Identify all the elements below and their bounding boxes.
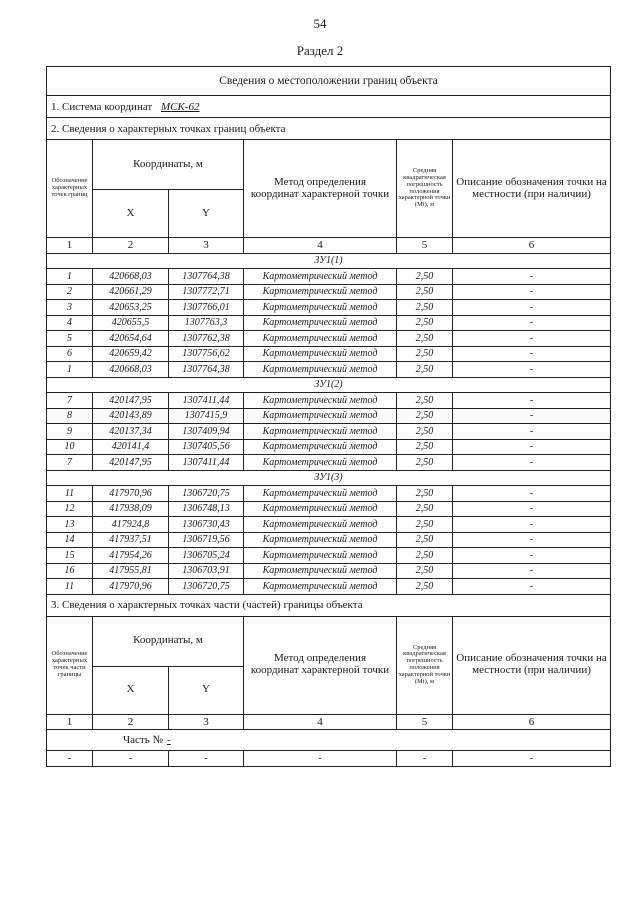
group-row <box>47 377 611 393</box>
y-value: 1307766,01 <box>169 300 244 316</box>
point-number: 5 <box>47 331 93 347</box>
x-value: 417937,51 <box>93 532 169 548</box>
accuracy-value: 2,50 <box>397 315 453 331</box>
x-header: X <box>93 666 169 714</box>
column-number: 5 <box>397 714 453 730</box>
description-value: - <box>453 455 611 471</box>
coord-system-value: МСК-62 <box>160 100 200 113</box>
accuracy-value: 2,50 <box>397 517 453 533</box>
y-value: 1307415,9 <box>169 408 244 424</box>
y-value: 1307764,38 <box>169 269 244 285</box>
y-header: Y <box>169 666 244 714</box>
part-cell: - <box>244 751 397 767</box>
y-value: 1306730,43 <box>169 517 244 533</box>
part-cell: - <box>169 751 244 767</box>
method-value: Картометрический метод <box>244 393 397 409</box>
x-value: 420659,42 <box>93 346 169 362</box>
table-row <box>47 439 611 455</box>
point-number: 2 <box>47 284 93 300</box>
part-label: Часть № <box>123 734 163 746</box>
accuracy-header: Средняя квадратическая погрешность положения характерной точки (Mt), м <box>397 616 453 714</box>
table-title: Сведения о местоположении границ объекта <box>47 67 611 96</box>
accuracy-value: 2,50 <box>397 579 453 595</box>
x-value: 420147,95 <box>93 393 169 409</box>
table-row <box>47 269 611 285</box>
column-numbers-row-parts <box>47 714 611 730</box>
column-number: 4 <box>244 238 397 254</box>
point-number: 1 <box>47 362 93 378</box>
method-value: Картометрический метод <box>244 486 397 502</box>
description-value: - <box>453 439 611 455</box>
accuracy-value: 2,50 <box>397 300 453 316</box>
point-number: 16 <box>47 563 93 579</box>
column-number: 1 <box>47 238 93 254</box>
description-value: - <box>453 362 611 378</box>
table-row <box>47 284 611 300</box>
x-value: 420668,03 <box>93 362 169 378</box>
table-row <box>47 501 611 517</box>
accuracy-value: 2,50 <box>397 455 453 471</box>
x-value: 420141,4 <box>93 439 169 455</box>
point-number: 8 <box>47 408 93 424</box>
method-value: Картометрический метод <box>244 424 397 440</box>
column-number: 2 <box>93 238 169 254</box>
table-row <box>47 424 611 440</box>
part-cell: - <box>397 751 453 767</box>
points-section-label: 2. Сведения о характерных точках границ объекта <box>47 118 611 140</box>
y-value: 1307772,71 <box>169 284 244 300</box>
point-number: 7 <box>47 393 93 409</box>
accuracy-value: 2,50 <box>397 532 453 548</box>
description-value: - <box>453 579 611 595</box>
method-value: Картометрический метод <box>244 501 397 517</box>
part-value: - <box>166 734 171 746</box>
method-value: Картометрический метод <box>244 331 397 347</box>
description-value: - <box>453 393 611 409</box>
part-number-cell <box>47 730 611 751</box>
accuracy-value: 2,50 <box>397 439 453 455</box>
y-value: 1307763,3 <box>169 315 244 331</box>
method-value: Картометрический метод <box>244 517 397 533</box>
coordinates-header: Координаты, м <box>93 616 244 666</box>
table-row <box>47 548 611 564</box>
table-row <box>47 532 611 548</box>
y-value: 1307756,62 <box>169 346 244 362</box>
table-row <box>47 486 611 502</box>
y-value: 1307405,56 <box>169 439 244 455</box>
y-value: 1307411,44 <box>169 455 244 471</box>
x-header: X <box>93 190 169 238</box>
method-value: Картометрический метод <box>244 532 397 548</box>
description-value: - <box>453 548 611 564</box>
part-cell: - <box>93 751 169 767</box>
y-value: 1307411,44 <box>169 393 244 409</box>
column-number: 3 <box>169 714 244 730</box>
point-number: 9 <box>47 424 93 440</box>
accuracy-value: 2,50 <box>397 501 453 517</box>
accuracy-value: 2,50 <box>397 346 453 362</box>
point-number: 10 <box>47 439 93 455</box>
point-number: 7 <box>47 455 93 471</box>
point-number: 11 <box>47 486 93 502</box>
x-value: 420661,29 <box>93 284 169 300</box>
table-row <box>47 517 611 533</box>
group-row <box>47 253 611 269</box>
point-number: 11 <box>47 579 93 595</box>
method-value: Картометрический метод <box>244 439 397 455</box>
group-row <box>47 470 611 486</box>
column-number: 2 <box>93 714 169 730</box>
x-value: 417970,96 <box>93 486 169 502</box>
description-value: - <box>453 424 611 440</box>
x-value: 420668,03 <box>93 269 169 285</box>
table-row <box>47 300 611 316</box>
point-number: 4 <box>47 315 93 331</box>
x-value: 420655,5 <box>93 315 169 331</box>
method-value: Картометрический метод <box>244 563 397 579</box>
accuracy-value: 2,50 <box>397 269 453 285</box>
point-designation-header: Обозначение характерных точек части границы <box>47 616 93 714</box>
column-number: 6 <box>453 714 611 730</box>
header-row-points <box>47 140 611 190</box>
description-value: - <box>453 501 611 517</box>
y-value: 1306703,91 <box>169 563 244 579</box>
description-value: - <box>453 269 611 285</box>
column-number: 6 <box>453 238 611 254</box>
column-numbers-row-points <box>47 238 611 254</box>
coordinates-header: Координаты, м <box>93 140 244 190</box>
x-value: 420137,34 <box>93 424 169 440</box>
table-row <box>47 393 611 409</box>
y-value: 1307764,38 <box>169 362 244 378</box>
description-value: - <box>453 563 611 579</box>
description-value: - <box>453 486 611 502</box>
accuracy-value: 2,50 <box>397 486 453 502</box>
group-name: ЗУ1(2) <box>47 377 611 393</box>
method-value: Картометрический метод <box>244 315 397 331</box>
description-value: - <box>453 300 611 316</box>
section-title: Раздел 2 <box>296 43 344 58</box>
method-value: Картометрический метод <box>244 300 397 316</box>
table-row <box>47 408 611 424</box>
method-value: Картометрический метод <box>244 346 397 362</box>
accuracy-value: 2,50 <box>397 408 453 424</box>
accuracy-value: 2,50 <box>397 331 453 347</box>
group-name: ЗУ1(3) <box>47 470 611 486</box>
y-value: 1306720,75 <box>169 486 244 502</box>
accuracy-value: 2,50 <box>397 424 453 440</box>
method-value: Картометрический метод <box>244 579 397 595</box>
column-number: 5 <box>397 238 453 254</box>
table-row <box>47 346 611 362</box>
accuracy-value: 2,50 <box>397 548 453 564</box>
part-points-section-label: 3. Сведения о характерных точках части (частей) границы объекта <box>47 594 611 616</box>
x-value: 420653,25 <box>93 300 169 316</box>
column-number: 1 <box>47 714 93 730</box>
table-row <box>47 455 611 471</box>
y-value: 1306705,24 <box>169 548 244 564</box>
method-value: Картометрический метод <box>244 362 397 378</box>
x-value: 417970,96 <box>93 579 169 595</box>
table-row <box>47 563 611 579</box>
description-value: - <box>453 331 611 347</box>
part-cell: - <box>453 751 611 767</box>
point-number: 13 <box>47 517 93 533</box>
description-value: - <box>453 284 611 300</box>
page-number: 54 <box>313 16 327 31</box>
x-value: 420147,95 <box>93 455 169 471</box>
method-value: Картометрический метод <box>244 408 397 424</box>
description-value: - <box>453 408 611 424</box>
description-value: - <box>453 517 611 533</box>
description-header: Описание обозначения точки на местности (при наличии) <box>453 616 611 714</box>
column-number: 4 <box>244 714 397 730</box>
method-value: Картометрический метод <box>244 269 397 285</box>
coord-system-label: 1. Система координат <box>51 100 153 113</box>
accuracy-value: 2,50 <box>397 563 453 579</box>
y-header: Y <box>169 190 244 238</box>
accuracy-value: 2,50 <box>397 362 453 378</box>
description-header: Описание обозначения точки на местности (при наличии) <box>453 140 611 238</box>
y-value: 1307762,38 <box>169 331 244 347</box>
method-value: Картометрический метод <box>244 455 397 471</box>
part-number-row <box>47 730 611 751</box>
boundaries-table <box>46 66 611 767</box>
table-row <box>47 362 611 378</box>
point-number: 1 <box>47 269 93 285</box>
x-value: 417955,81 <box>93 563 169 579</box>
x-value: 417924,8 <box>93 517 169 533</box>
part-cell: - <box>47 751 93 767</box>
coord-system-row <box>47 96 611 118</box>
point-number: 15 <box>47 548 93 564</box>
table-row <box>47 331 611 347</box>
description-value: - <box>453 532 611 548</box>
point-number: 14 <box>47 532 93 548</box>
point-number: 3 <box>47 300 93 316</box>
point-number: 6 <box>47 346 93 362</box>
method-value: Картометрический метод <box>244 548 397 564</box>
group-name: ЗУ1(1) <box>47 253 611 269</box>
column-number: 3 <box>169 238 244 254</box>
description-value: - <box>453 346 611 362</box>
y-value: 1307409,94 <box>169 424 244 440</box>
method-value: Картометрический метод <box>244 284 397 300</box>
header-row-parts <box>47 616 611 666</box>
description-value: - <box>453 315 611 331</box>
part-data-row <box>47 751 611 767</box>
method-header: Метод определения координат характерной точки <box>244 140 397 238</box>
accuracy-value: 2,50 <box>397 393 453 409</box>
x-value: 417938,09 <box>93 501 169 517</box>
point-number: 12 <box>47 501 93 517</box>
table-row <box>47 315 611 331</box>
accuracy-value: 2,50 <box>397 284 453 300</box>
x-value: 417954,26 <box>93 548 169 564</box>
part-section-row <box>47 594 611 616</box>
y-value: 1306748,13 <box>169 501 244 517</box>
y-value: 1306719,56 <box>169 532 244 548</box>
x-value: 420143,89 <box>93 408 169 424</box>
x-value: 420654,64 <box>93 331 169 347</box>
point-designation-header: Обозначение характерных точек границ <box>47 140 93 238</box>
accuracy-header: Средняя квадратическая погрешность положения характерной точки (Mt), м <box>397 140 453 238</box>
method-header: Метод определения координат характерной точки <box>244 616 397 714</box>
y-value: 1306720,75 <box>169 579 244 595</box>
table-row <box>47 579 611 595</box>
